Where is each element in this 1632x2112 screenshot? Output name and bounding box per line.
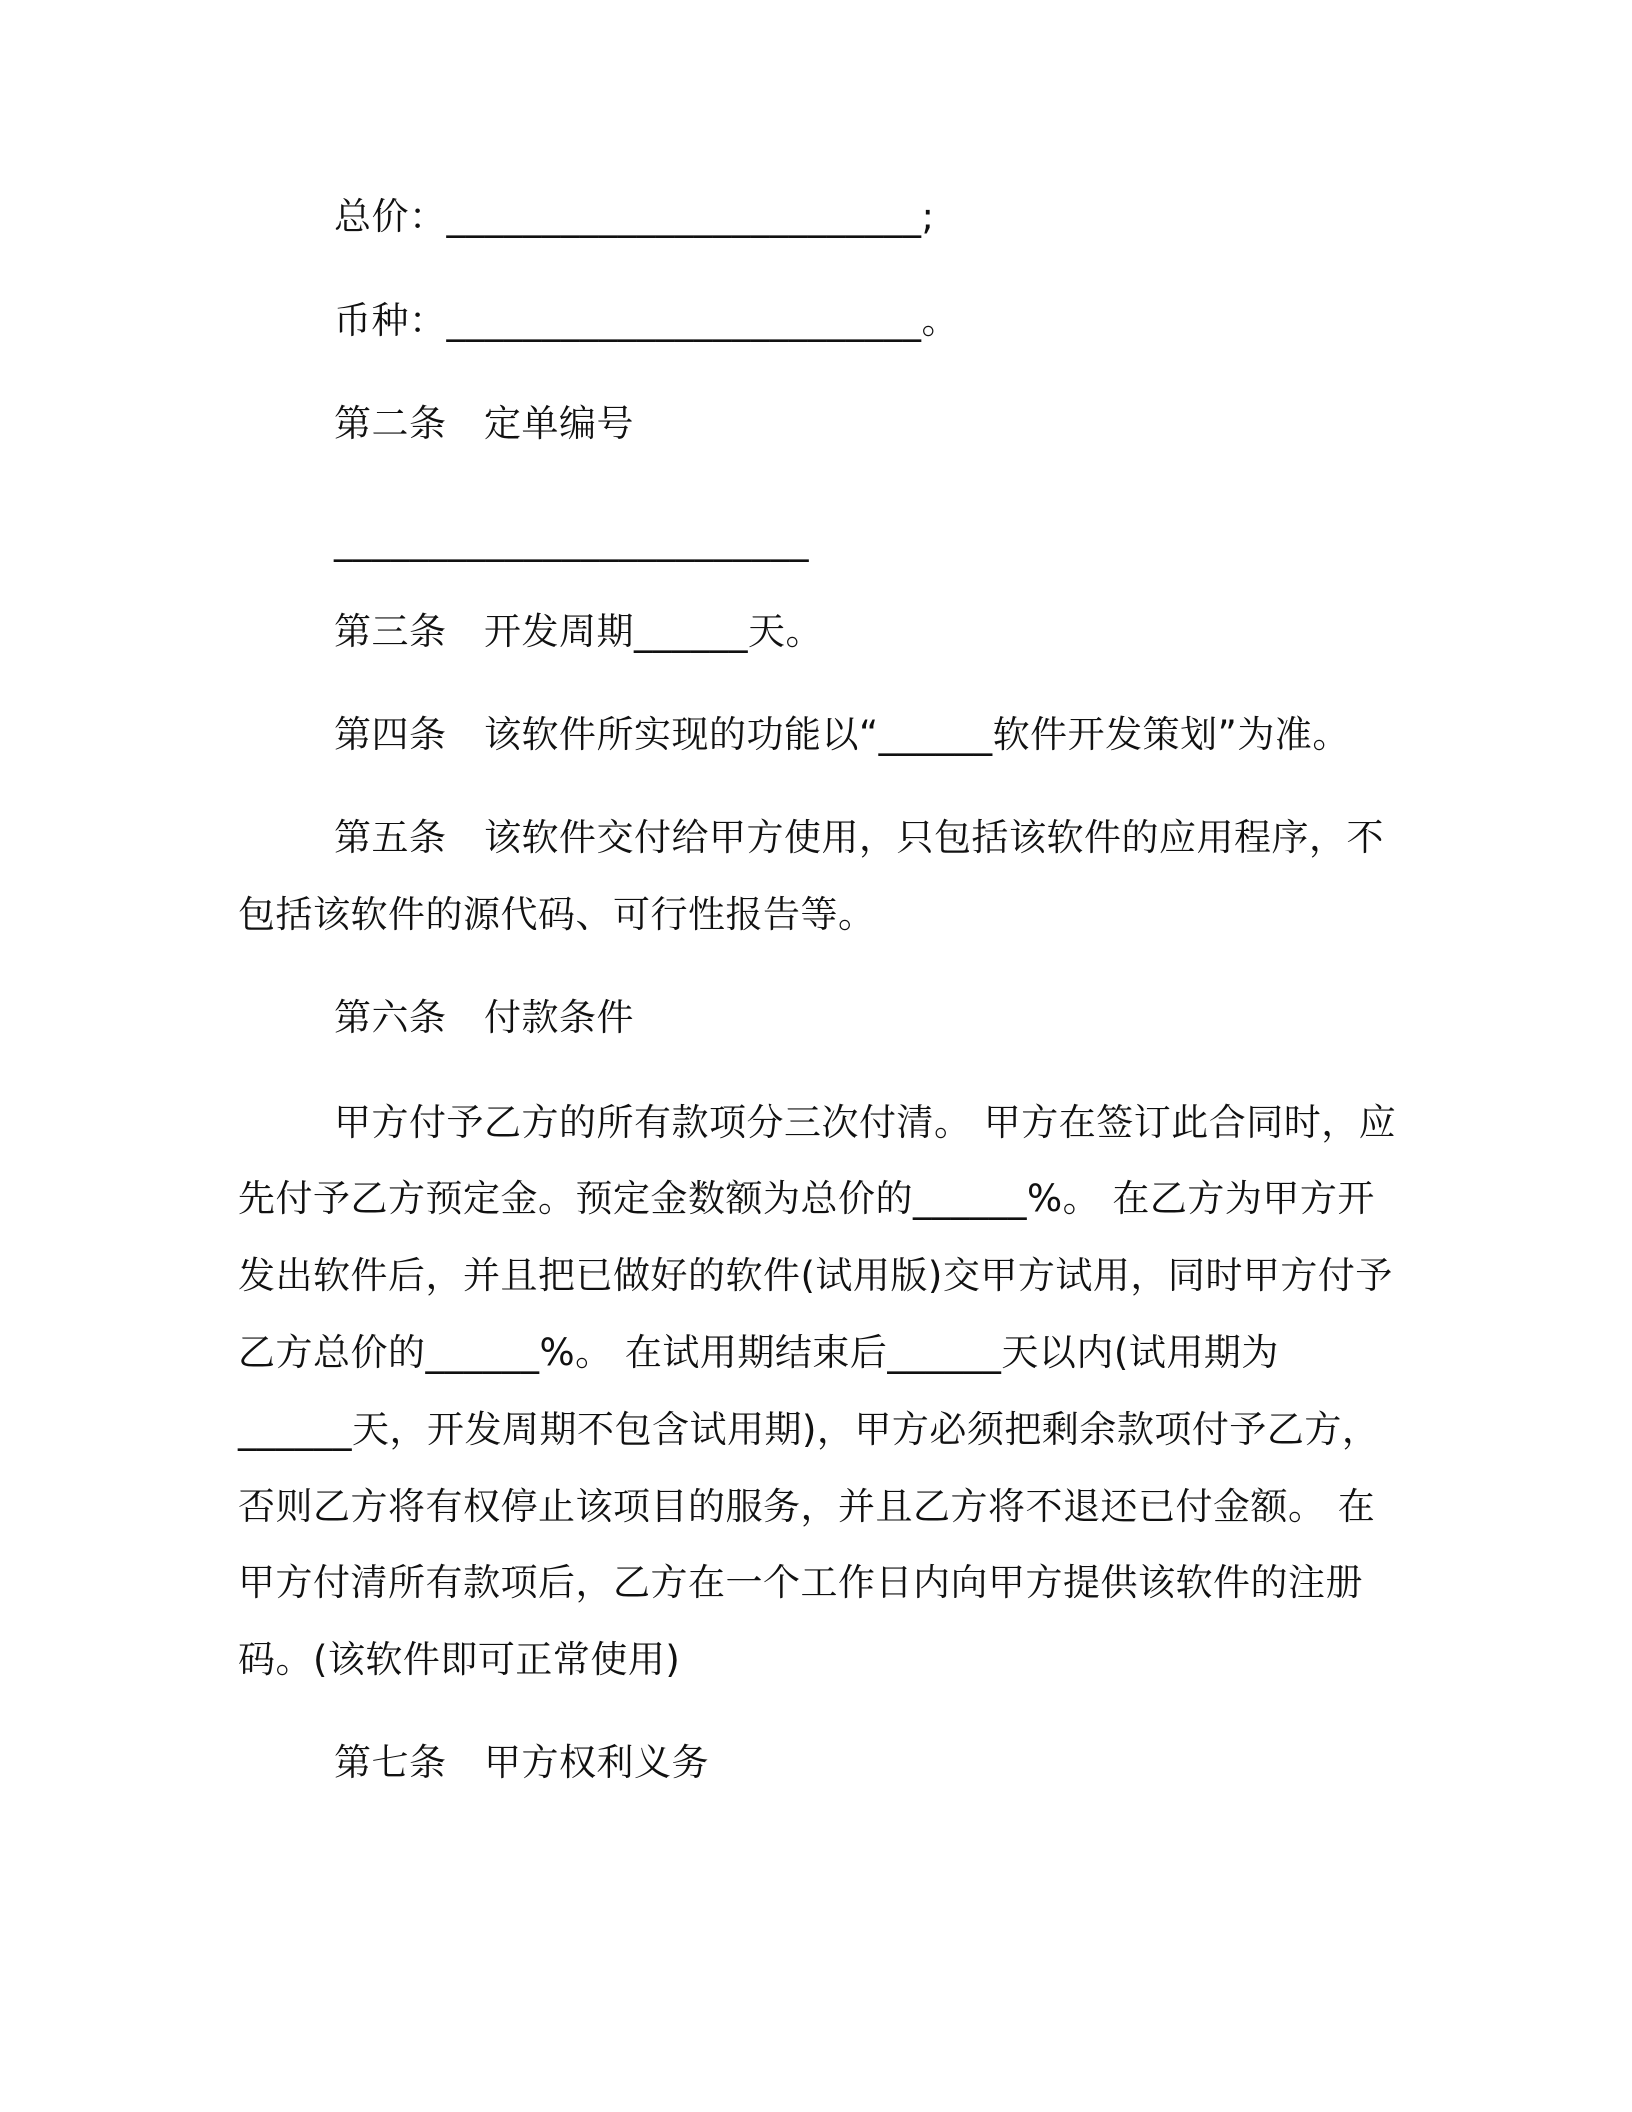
article6-paragraph-line: ______天，开发周期不包含试用期)，甲方必须把剩余款项付予乙方， <box>238 1408 1380 1451</box>
article6-heading: 第六条 付款条件 <box>334 996 634 1039</box>
article7-heading: 第七条 甲方权利义务 <box>334 1741 709 1784</box>
order-number-blank: _________________________ <box>334 519 809 562</box>
article3-line: 第三条 开发周期______天。 <box>334 610 823 653</box>
article6-paragraph-line: 甲方付清所有款项后，乙方在一个工作日内向甲方提供该软件的注册 <box>238 1561 1363 1604</box>
article6-paragraph-line: 先付予乙方预定金。预定金数额为总价的______%。 在乙方为甲方开 <box>238 1177 1375 1220</box>
article6-paragraph-line: 码。(该软件即可正常使用) <box>238 1638 681 1681</box>
article6-paragraph-line: 发出软件后，并且把已做好的软件(试用版)交甲方试用，同时甲方付予 <box>238 1254 1393 1297</box>
article4-line: 第四条 该软件所实现的功能以“______软件开发策划”为准。 <box>334 713 1350 756</box>
article2-heading: 第二条 定单编号 <box>334 402 634 445</box>
currency-line: 币种：_________________________。 <box>334 299 959 342</box>
article6-paragraph-line: 否则乙方将有权停止该项目的服务，并且乙方将不退还已付金额。 在 <box>238 1485 1376 1528</box>
article5-line: 第五条 该软件交付给甲方使用，只包括该软件的应用程序，不 <box>334 816 1384 859</box>
total-price-line: 总价：_________________________; <box>334 195 935 238</box>
article6-paragraph-line: 甲方付予乙方的所有款项分三次付清。 甲方在签订此合同时，应 <box>334 1101 1397 1144</box>
article6-paragraph-line: 乙方总价的______%。 在试用期结束后______天以内(试用期为 <box>238 1331 1279 1374</box>
article5-line: 包括该软件的源代码、可行性报告等。 <box>238 893 876 936</box>
